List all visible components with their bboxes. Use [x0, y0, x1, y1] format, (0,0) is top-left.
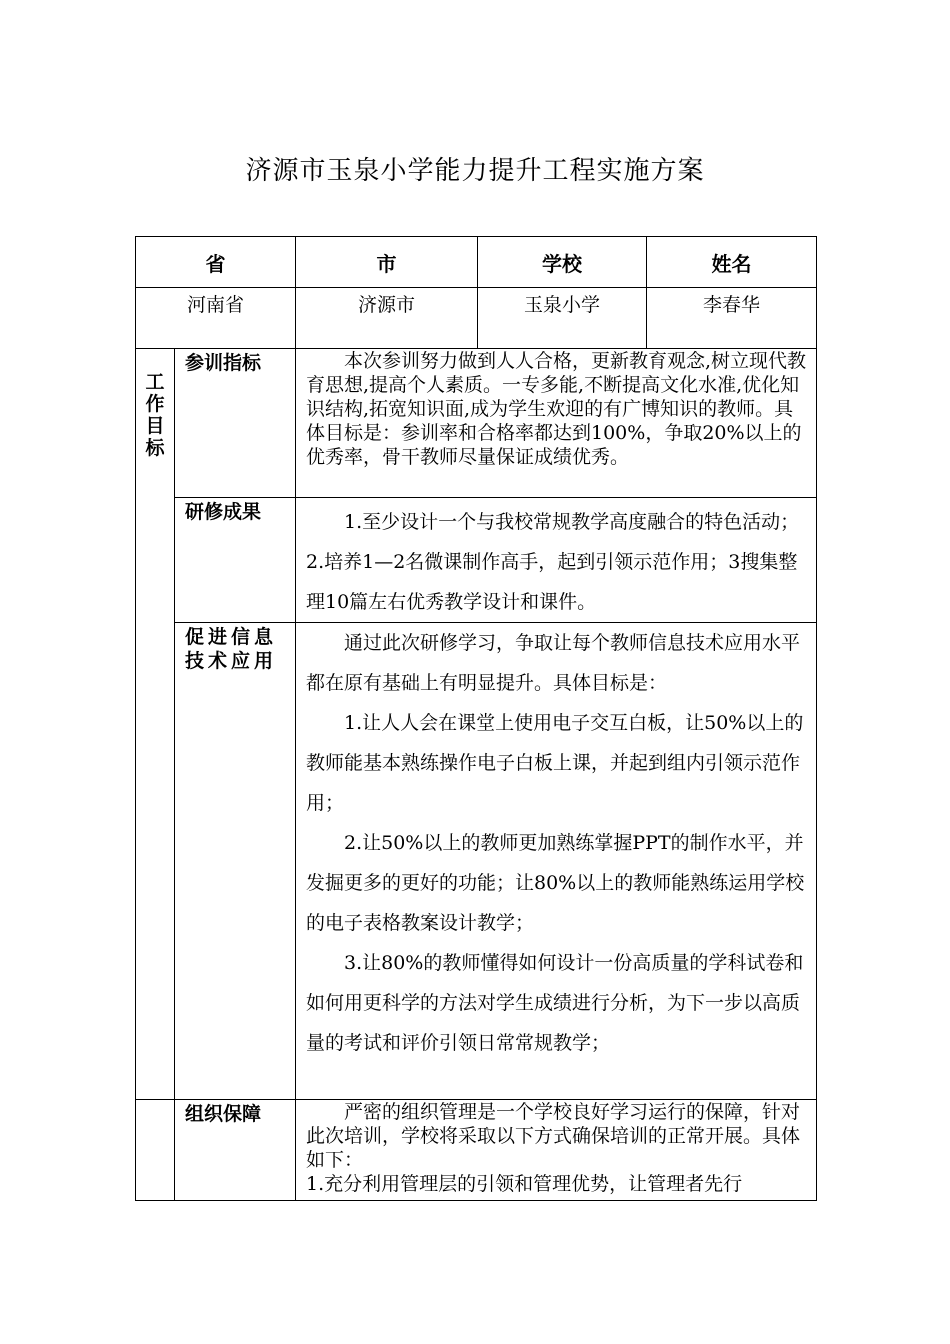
- row-organization: [136, 1100, 817, 1201]
- tech-label: 促进信息技术应用: [175, 623, 296, 1100]
- document-title: 济源市玉泉小学能力提升工程实施方案: [245, 156, 705, 186]
- row-tech: [136, 623, 817, 1100]
- work-goal-label: 工 作 目 标: [136, 349, 175, 1100]
- organization-side-cell: [136, 1100, 175, 1201]
- row-training: [136, 349, 817, 498]
- header-row: [136, 237, 817, 288]
- value-name: 李春华: [647, 288, 817, 349]
- organization-text: 严密的组织管理是一个学校良好学习运行的保障，针对此次培训，学校将采取以下方式确保培训的正常开展。具体如下： 1.充分利用管理层的引领和管理优势，让管理者先行: [296, 1100, 817, 1201]
- value-row: [136, 288, 817, 349]
- row-results: [136, 498, 817, 623]
- value-province: 河南省: [136, 288, 296, 349]
- results-label: 研修成果: [175, 498, 296, 623]
- training-label: 参训指标: [175, 349, 296, 498]
- header-city: 市: [296, 237, 478, 288]
- value-school: 玉泉小学: [478, 288, 647, 349]
- results-text: 1.至少设计一个与我校常规教学高度融合的特色活动；2.培养1—2名微课制作高手，起到引领示范作用；3搜集整理10篇左右优秀教学设计和课件。: [296, 498, 817, 623]
- plan-table: [135, 236, 817, 1201]
- training-text: 本次参训努力做到人人合格，更新教育观念,树立现代教育思想,提高个人素质。一专多能,不断提高文化水准,优化知识结构,拓宽知识面,成为学生欢迎的有广博知识的教师。具体目标是：参训率和合格率都达到100%，争取20%以上的优秀率，骨干教师尽量保证成绩优秀。: [296, 349, 817, 498]
- header-school: 学校: [478, 237, 647, 288]
- value-city: 济源市: [296, 288, 478, 349]
- header-province: 省: [136, 237, 296, 288]
- organization-label: 组织保障: [175, 1100, 296, 1201]
- tech-text: 通过此次研修学习，争取让每个教师信息技术应用水平都在原有基础上有明显提升。具体目标是： 1.让人人会在课堂上使用电子交互白板，让50%以上的教师能基本熟练操作电子白板上课，并起到组内引领示范作用； 2.让50%以上的教师更加熟练掌握PPT的制作水平，并发掘更多的更好的功能；让80%以上的教师能熟练运用学校的电子表格教案设计教学； 3.让80%的教师懂得如何设计一份高质量的学科试卷和如何用更科学的方法对学生成绩进行分析，为下一步以高质量的考试和评价引领日常常规教学；: [296, 623, 817, 1100]
- header-name: 姓名: [647, 237, 817, 288]
